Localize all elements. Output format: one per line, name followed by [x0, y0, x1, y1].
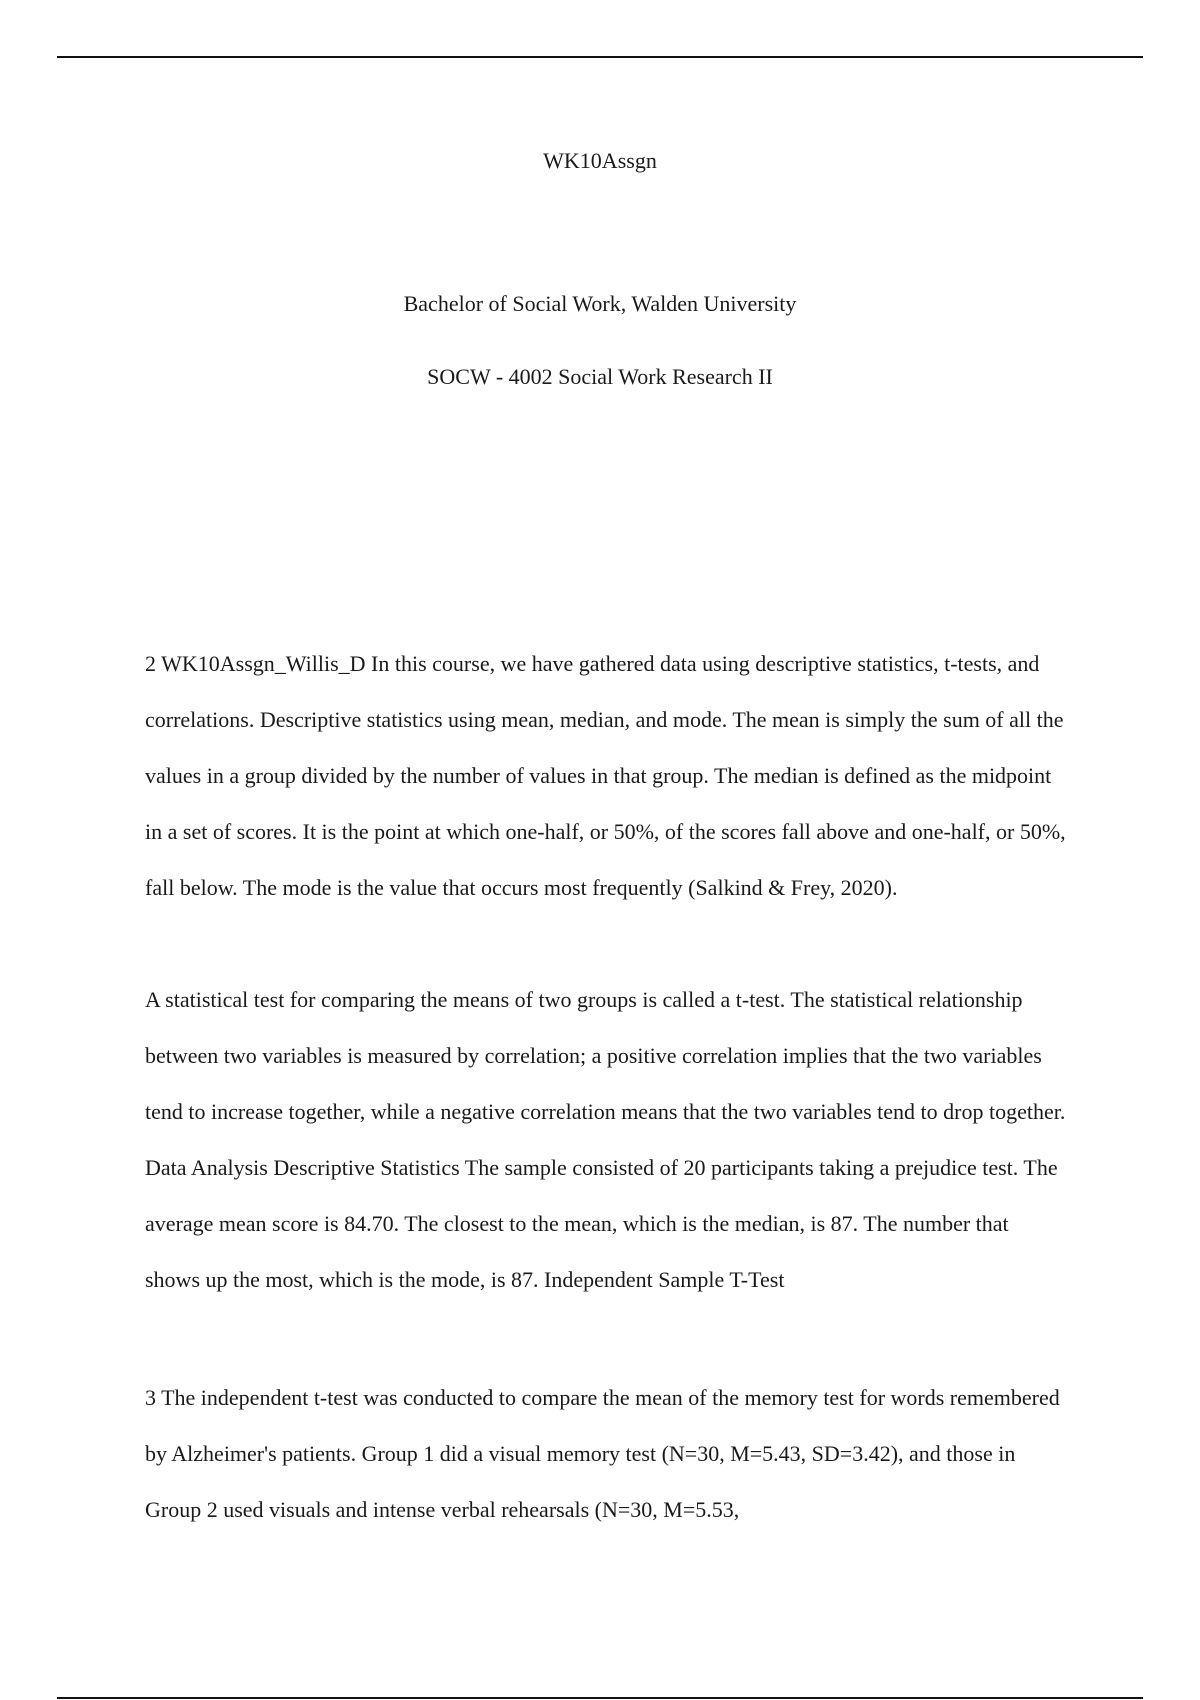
course-line: SOCW - 4002 Social Work Research II [427, 364, 773, 389]
body-paragraph-2: A statistical test for comparing the means of two groups is called a t-test. The statistical relationship between two variables is measured by correlation; a positive correlation implies that the two variables tend to increase together, while a negative correlation means that the two variables tend to drop together. Data Analysis Descriptive Statistics The sample consisted of 20 participants taking a prejudice test. The average mean score is 84.70. The closest to the mean, which is the median, is 87. The number that shows up the most, which is the mode, is 87. Independent Sample T-Test [145, 987, 1066, 1292]
degree-line: Bachelor of Social Work, Walden University [403, 291, 797, 316]
document-title: WK10Assgn [543, 148, 657, 173]
page-bottom-rule [57, 1697, 1143, 1699]
page-top-rule [57, 56, 1143, 58]
body-paragraph-1: 2 WK10Assgn_Willis_D In this course, we have gathered data using descriptive statistics, t-tests, and correlations. Descriptive statistics using mean, median, and mode. The mean is simply the sum of all the values in a group divided by the number of values in that group. The median is defined as the midpoint in a set of scores. It is the point at which one-half, or 50%, of the scores fall above and one-half, or 50%, fall below. The mode is the value that occurs most frequently (Salkind & Frey, 2020). [145, 651, 1066, 900]
body-paragraph-3: 3 The independent t-test was conducted to compare the mean of the memory test for words remembered by Alzheimer's patients. Group 1 did a visual memory test (N=30, M=5.43, SD=3.42), and those in Group 2 used visuals and intense verbal rehearsals (N=30, M=5.53, [145, 1385, 1060, 1522]
